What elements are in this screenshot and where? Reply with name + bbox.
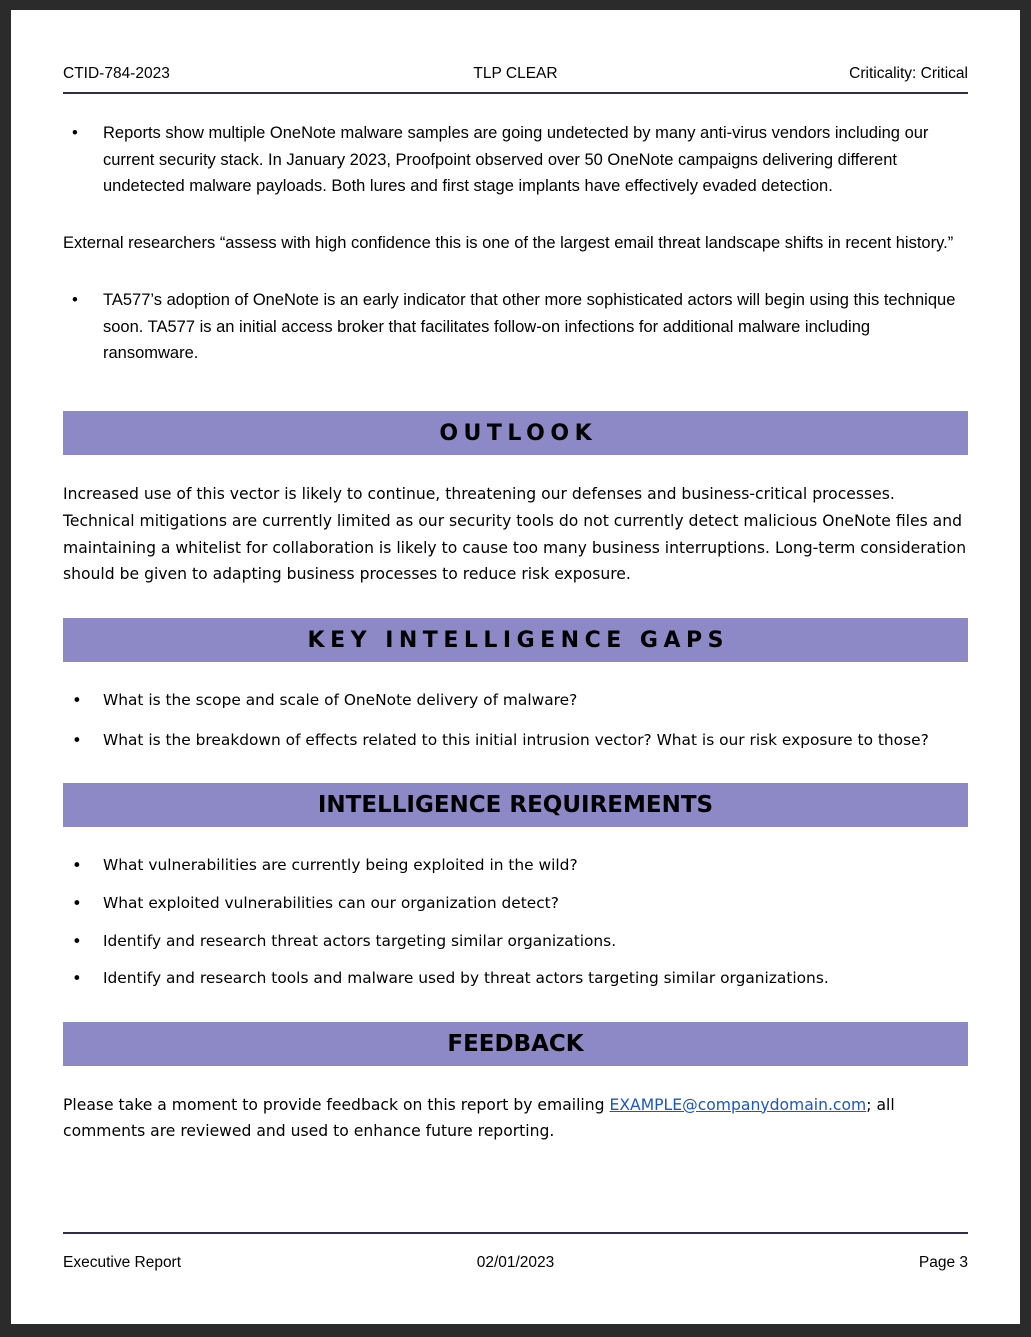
page-content: [63, 65, 968, 1145]
section-header-key-intelligence-gaps: KEY INTELLIGENCE GAPS: [63, 618, 968, 662]
section-header-intelligence-requirements: INTELLIGENCE REQUIREMENTS: [63, 783, 968, 827]
bullet-glyph: •: [72, 691, 82, 711]
document-page: [11, 10, 1020, 1324]
outlook-paragraph: Increased use of this vector is likely to continue, threatening our defenses and business-critical processes. Technical mitigations are currently limited as our security tools do not currently detect malicious OneNote files and maintaining a whitelist for collaboration is likely to cause too many business interruptions. Long-term consideration should be given to adapting business processes to reduce risk exposure.: [63, 485, 967, 584]
document-header: [63, 65, 968, 83]
bullet-glyph: •: [72, 290, 78, 309]
feedback-paragraph: [63, 1092, 968, 1146]
list-item-text: What exploited vulnerabilities can our organization detect?: [103, 893, 559, 912]
list-item: [63, 120, 968, 200]
footer-divider-rule: [63, 1232, 968, 1234]
header-criticality: Criticality: Critical: [849, 65, 968, 82]
ta577-bullet-list: [63, 287, 968, 367]
list-item: [63, 853, 968, 879]
list-item-text: Identify and research threat actors targeting similar organizations.: [103, 931, 617, 950]
footer-page-number: Page 3: [918, 1254, 968, 1271]
bullet-glyph: •: [72, 931, 82, 951]
intelligence-requirements-list: [63, 853, 968, 991]
header-document-id: CTID-784-2023: [63, 65, 170, 82]
list-item: [63, 688, 968, 714]
bullet-glyph: •: [72, 969, 82, 989]
document-footer: [63, 1232, 968, 1272]
list-item: [63, 891, 968, 917]
intro-bullet-list: [63, 120, 968, 200]
list-item: [63, 728, 968, 754]
list-item: [63, 929, 968, 955]
list-item-text: What vulnerabilities are currently being exploited in the wild?: [103, 856, 578, 875]
list-item-text: What is the scope and scale of OneNote delivery of malware?: [103, 691, 578, 710]
bullet-glyph: •: [72, 856, 82, 876]
section-header-outlook: OUTLOOK: [63, 411, 968, 455]
bullet-glyph: •: [72, 893, 82, 913]
feedback-text-after-link: ; all comments are reviewed and used to enhance future reporting.: [63, 1095, 895, 1141]
list-item-text: What is the breakdown of effects related to this initial intrusion vector? What is our risk exposure to those?: [103, 730, 929, 749]
section-header-feedback: FEEDBACK: [63, 1022, 968, 1066]
bullet-glyph: •: [72, 124, 78, 142]
external-researchers-paragraph: External researchers “assess with high confidence this is one of the largest email threat landscape shifts in recent history.”: [63, 234, 954, 253]
footer-date: 02/01/2023: [476, 1254, 555, 1271]
list-item-text: TA577’s adoption of OneNote is an early indicator that other more sophisticated actors will begin using this technique soon. TA577 is an initial access broker that facilitates follow-on infections for additional malware including ransomware.: [103, 290, 956, 363]
bullet-glyph: •: [72, 730, 82, 750]
footer-report-type: Executive Report: [63, 1254, 182, 1271]
list-item-text: Identify and research tools and malware used by threat actors targeting similar organizations.: [103, 969, 829, 988]
list-item-text: Reports show multiple OneNote malware samples are going undetected by many anti-virus vendors including our current security stack. In January 2023, Proofpoint observed over 50 OneNote campaigns delivering different undetected malware payloads. Both lures and first stage implants have effectively evaded detection.: [103, 124, 929, 196]
header-classification-marking: TLP CLEAR: [473, 65, 558, 82]
feedback-email-link[interactable]: EXAMPLE@companydomain.com: [609, 1095, 867, 1114]
list-item: [63, 287, 968, 367]
feedback-text-before-link: Please take a moment to provide feedback on this report by emailing: [63, 1095, 610, 1114]
key-intelligence-gaps-list: [63, 688, 968, 753]
list-item: [63, 966, 968, 992]
